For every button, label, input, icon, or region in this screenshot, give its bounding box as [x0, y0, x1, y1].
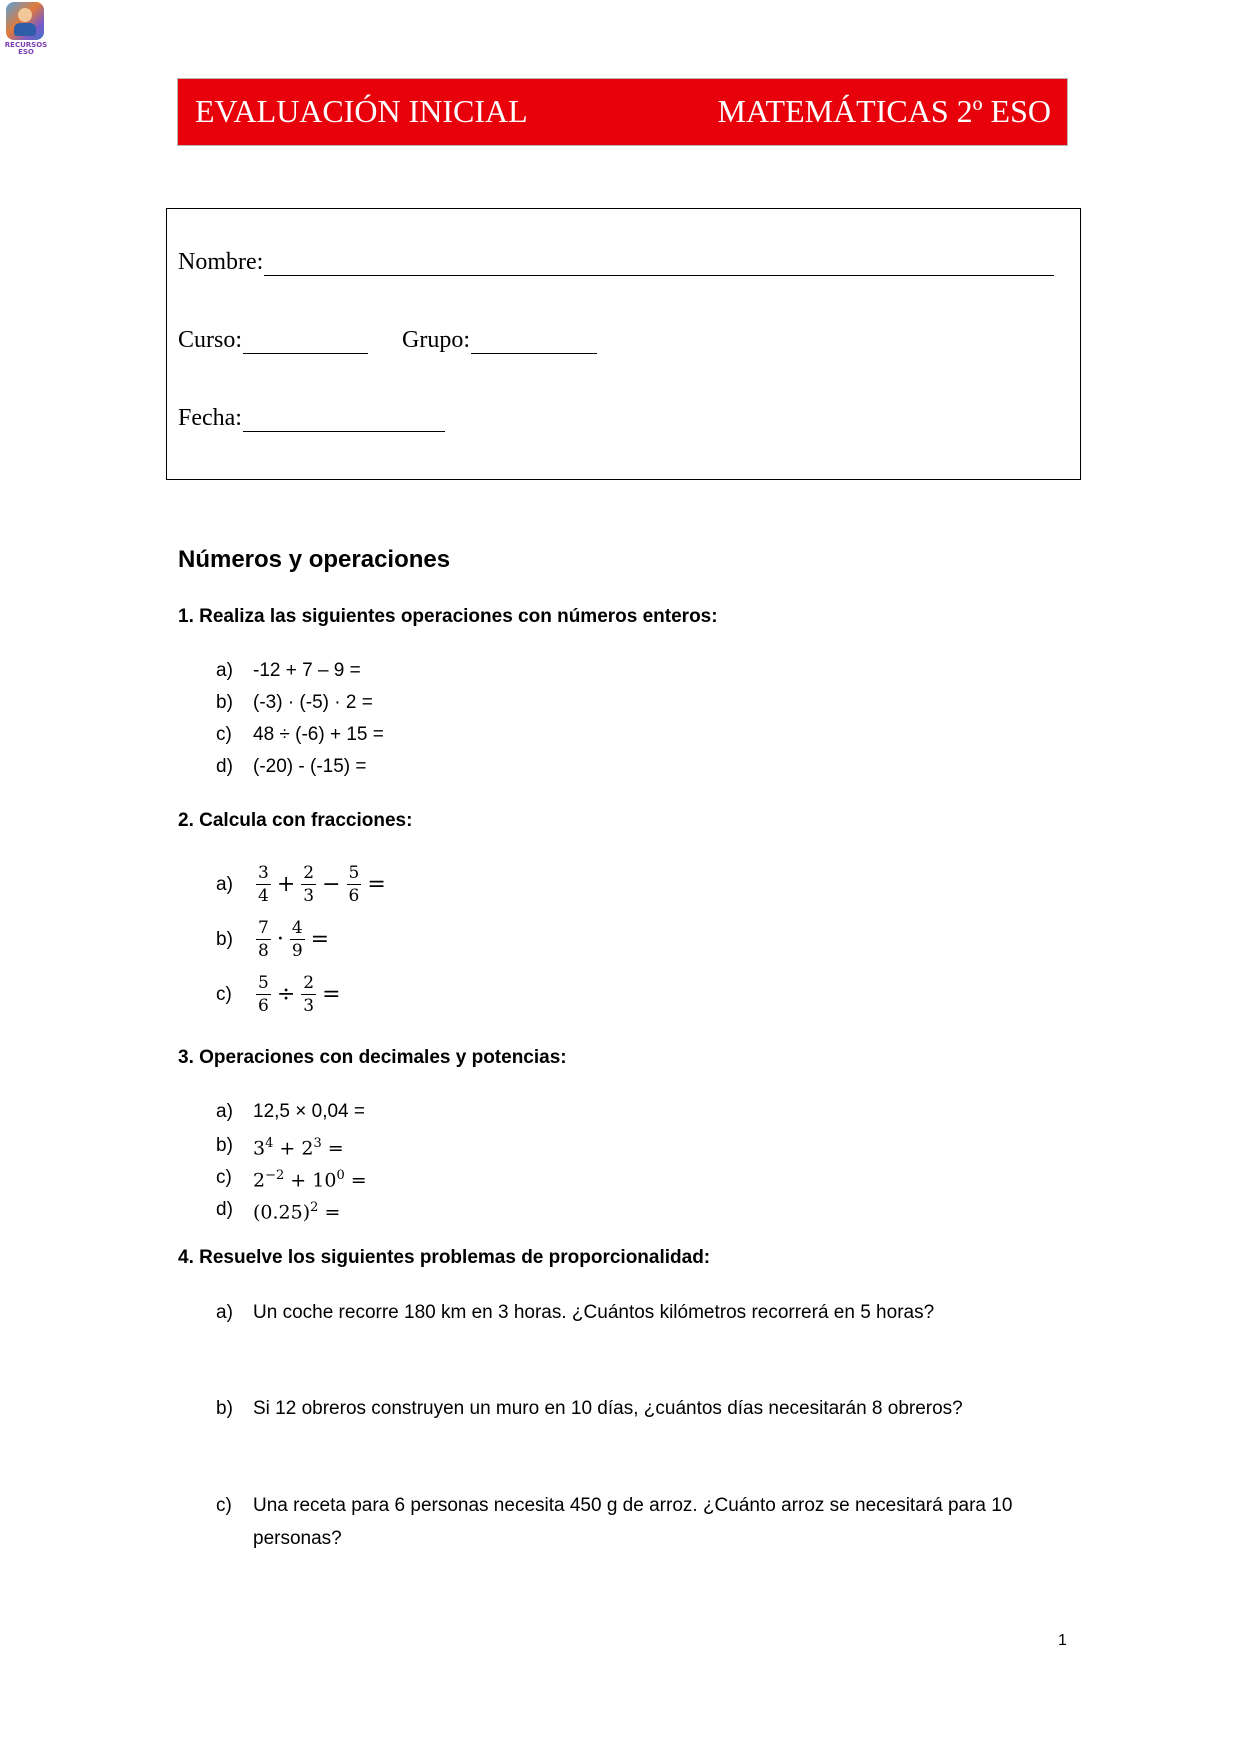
item-label: b)	[216, 692, 233, 713]
item-label: a)	[216, 1101, 233, 1122]
q1-item-a	[216, 655, 361, 687]
item-label: d)	[216, 756, 233, 777]
q4-item-c	[216, 1489, 1086, 1555]
operator: +	[276, 871, 296, 897]
q2-item-b	[216, 917, 332, 962]
item-label: c)	[216, 983, 232, 1005]
fraction: $\frac{3}{4}$	[258, 863, 269, 906]
fraction: $\frac{5}{6}$	[258, 973, 269, 1016]
item-label: a)	[216, 1302, 233, 1323]
item-label: c)	[216, 1167, 232, 1189]
item-text: (-3) · (-5) · 2 =	[253, 692, 373, 713]
grupo-blank[interactable]	[471, 333, 597, 354]
fraction: $\frac{4}{9}$	[291, 918, 303, 961]
item-text: -12 + 7 – 9 =	[253, 660, 361, 681]
item-text: (-20) - (-15) =	[253, 756, 367, 777]
q2-item-a	[216, 862, 389, 907]
fraction: $\frac{2}{3}$	[303, 863, 315, 906]
item-text: Si 12 obreros construyen un muro en 10 días, ¿cuántos días necesitarán 8 obreros?	[253, 1398, 963, 1419]
equals: =	[322, 981, 341, 1007]
question-3-title: 3. Operaciones con decimales y potencias:	[178, 1047, 567, 1068]
item-label: c)	[216, 724, 232, 745]
equals: =	[367, 871, 386, 897]
fecha-field[interactable]	[178, 405, 445, 432]
item-label: d)	[216, 1199, 233, 1221]
fecha-label: Fecha:	[178, 405, 242, 431]
logo-image	[6, 2, 44, 40]
q3-item-d	[216, 1192, 340, 1228]
item-text: 12,5 × 0,04 =	[253, 1101, 365, 1122]
header-title-right: MATEMÁTICAS 2º ESO	[717, 93, 1051, 129]
operator: −	[322, 871, 341, 897]
fecha-blank[interactable]	[243, 411, 445, 432]
fraction: $\frac{7}{8}$	[258, 918, 269, 961]
q1-item-d	[216, 751, 367, 783]
curso-blank[interactable]	[243, 333, 368, 354]
item-label: c)	[216, 1495, 232, 1516]
grupo-label: Grupo:	[402, 327, 470, 353]
question-2-title: 2. Calcula con fracciones:	[178, 810, 413, 831]
logo-text: RECURSOS ESO	[4, 41, 48, 56]
fraction: $\frac{2}{3}$	[303, 973, 315, 1016]
section-title: Números y operaciones	[178, 546, 451, 573]
item-label: a)	[216, 873, 233, 895]
nombre-field[interactable]	[178, 249, 1054, 276]
question-4-title: 4. Resuelve los siguientes problemas de proporcionalidad:	[178, 1247, 711, 1268]
question-1-title: 1. Realiza las siguientes operaciones con números enteros:	[178, 606, 718, 627]
q3-item-c	[216, 1160, 367, 1196]
item-label: b)	[216, 1398, 233, 1419]
operator: ÷	[276, 981, 296, 1007]
operator: ·	[276, 926, 284, 952]
item-label: a)	[216, 660, 233, 681]
grupo-field[interactable]	[402, 327, 597, 354]
q4-item-b	[216, 1392, 1086, 1425]
curso-field[interactable]	[178, 327, 368, 354]
power-expression: $2^{-2} + 10^0$ =	[253, 1168, 367, 1192]
fraction: $\frac{5}{6}$	[348, 863, 360, 906]
logo	[4, 2, 48, 58]
q4-item-a	[216, 1296, 1086, 1329]
q3-item-b	[216, 1128, 344, 1164]
power-expression: $(0.25)^2$ =	[253, 1200, 341, 1224]
curso-label: Curso:	[178, 327, 243, 353]
q1-item-b	[216, 687, 373, 719]
header-title-left: EVALUACIÓN INICIAL	[195, 93, 528, 129]
student-info-box	[166, 208, 1081, 480]
q2-item-c	[216, 972, 344, 1017]
nombre-blank[interactable]	[264, 255, 1054, 276]
power-expression: $3^4 + 2^3$ =	[253, 1136, 344, 1160]
item-label: b)	[216, 928, 233, 950]
q1-item-c	[216, 719, 384, 751]
item-text: Un coche recorre 180 km en 3 horas. ¿Cuántos kilómetros recorrerá en 5 horas?	[253, 1302, 935, 1323]
nombre-label: Nombre:	[178, 249, 264, 275]
equals: =	[310, 926, 330, 952]
page-number: 1	[1058, 1632, 1067, 1649]
q3-item-a	[216, 1096, 365, 1128]
header-banner	[177, 78, 1068, 146]
item-text: Una receta para 6 personas necesita 450 g de arroz. ¿Cuánto arroz se necesitará para 10 personas?	[253, 1495, 1013, 1549]
item-label: b)	[216, 1135, 233, 1157]
item-text: 48 ÷ (-6) + 15 =	[253, 724, 384, 745]
